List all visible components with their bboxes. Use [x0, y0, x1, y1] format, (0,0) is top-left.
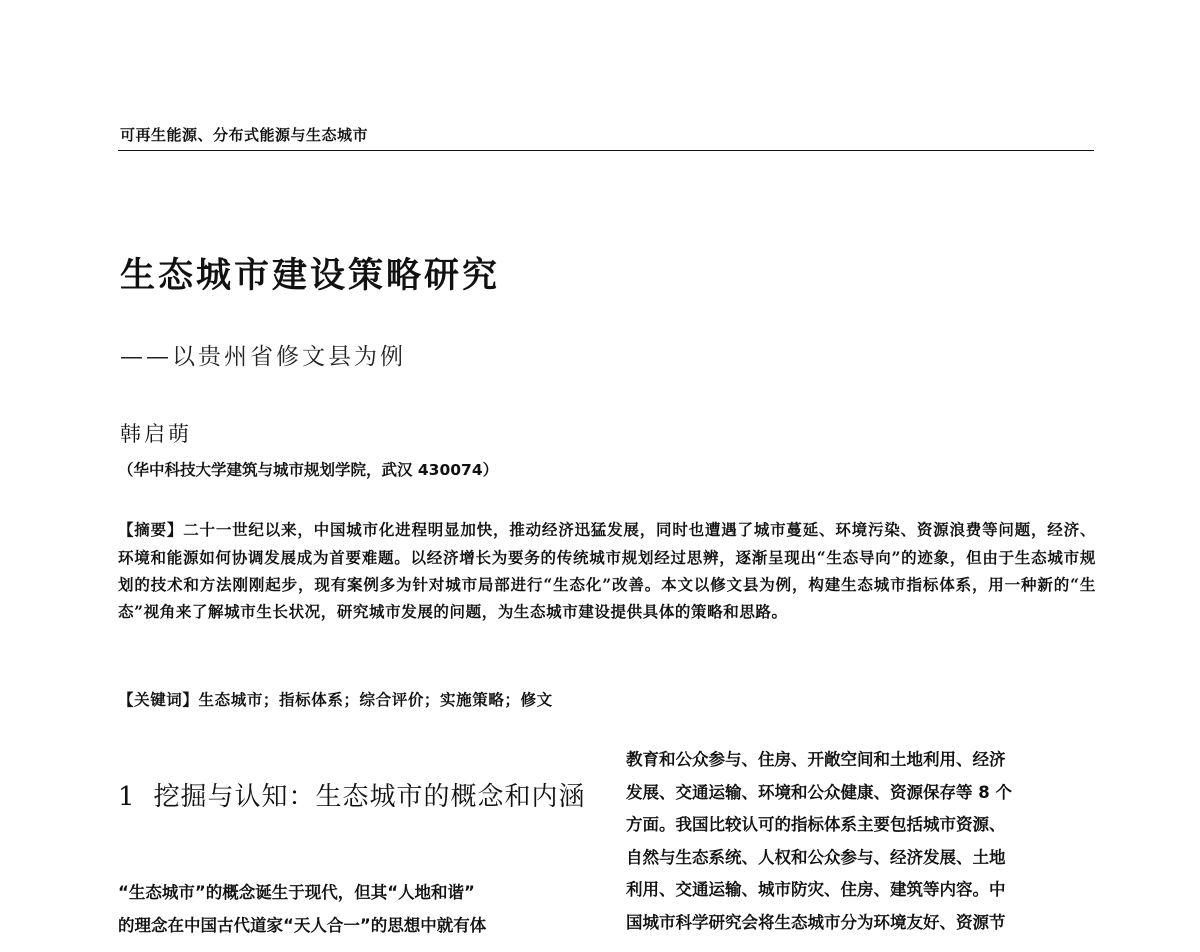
right-column-line: 方面。我国比较认可的指标体系主要包括城市资源、	[626, 815, 1006, 834]
running-header: 可再生能源、分布式能源与生态城市	[120, 126, 369, 144]
right-column-line: 教育和公众参与、住房、开敞空间和土地利用、经济	[626, 750, 1006, 769]
abstract-label: 【摘要】	[118, 521, 184, 539]
section-number: 1	[118, 782, 136, 812]
section-heading	[118, 776, 588, 818]
right-column-line: 国城市科学研究会将生态城市分为环境友好、资源节	[626, 912, 1006, 932]
section-heading-text: 挖掘与认知：生态城市的概念和内涵	[153, 782, 586, 812]
author-affiliation: （华中科技大学建筑与城市规划学院，武汉 430074）	[118, 461, 499, 479]
right-column-line: 利用、交通运输、城市防灾、住房、建筑等内容。中	[626, 880, 1006, 899]
keywords-text: 生态城市；指标体系；综合评价；实施策略；修文	[198, 690, 553, 709]
page-title: 生态城市建设策略研究	[120, 256, 501, 296]
abstract	[118, 516, 1096, 625]
right-column-line: 自然与生态系统、人权和公众参与、经济发展、土地	[626, 847, 1006, 867]
keywords	[118, 688, 1096, 710]
left-paragraph-line: “生态城市”的概念诞生于现代，但其“人地和谐”	[118, 883, 475, 902]
abstract-text: 二十一世纪以来，中国城市化进程明显加快，推动经济迅猛发展，同时也遭遇了城市蔓延、环境污染、资源浪费等问题，经济、环境和能源如何协调发展成为首要难题。以经济增长为要务的传统城市规划经过思辨，逐渐呈现出“生态导向”的迹象，但由于生态城市规划的技术和方法刚刚起步，现有案例多为针对城市局部进行“生态化”改善。本文以修文县为例，构建生态城市指标体系，用一种新的“生态”视角来了解城市生长状况，研究城市发展的问题，为生态城市建设提供具体的策略和思路。	[118, 520, 1096, 621]
right-column-paragraph	[626, 744, 1098, 939]
author-name: 韩启萌	[120, 422, 192, 446]
left-paragraph-line: 的理念在中国古代道家“天人合一”的思想中就有体	[118, 916, 487, 935]
left-column-paragraph	[118, 876, 590, 942]
header-rule	[118, 150, 1094, 151]
right-column-line: 发展、交通运输、环境和公众健康、资源保存等 8 个	[626, 782, 1012, 802]
keywords-label: 【关键词】	[118, 691, 199, 709]
subtitle: ——以贵州省修文县为例	[120, 344, 406, 370]
